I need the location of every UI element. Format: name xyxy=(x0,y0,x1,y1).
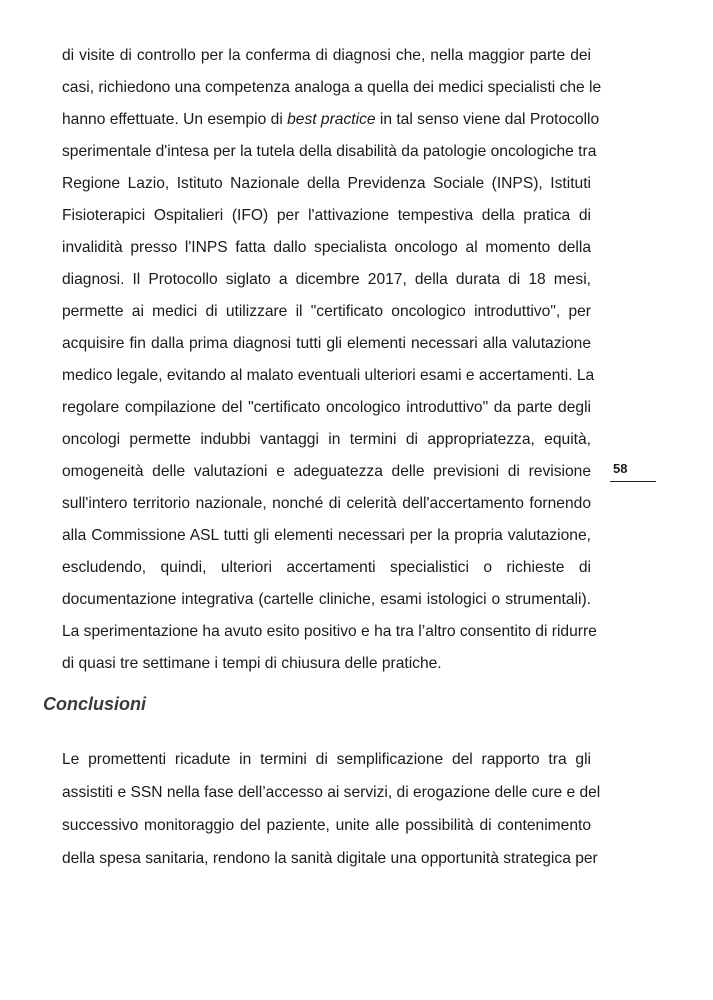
text-line: diagnosi. Il Protocollo siglato a dicembre 2017, della durata di 18 mesi, xyxy=(62,271,591,288)
text-segment: hanno effettuate. Un esempio di xyxy=(62,111,288,128)
text-line: Fisioterapici Ospitalieri (IFO) per l'attivazione tempestiva della pratica di xyxy=(62,207,591,224)
text-line: permette ai medici di utilizzare il "certificato oncologico introduttivo", per xyxy=(62,303,591,320)
text-line: Le promettenti ricadute in termini di semplificazione del rapporto tra gli xyxy=(62,751,591,768)
text-line: oncologi permette indubbi vantaggi in termini di appropriatezza, equità, xyxy=(62,431,591,448)
italic-term: best practice xyxy=(287,111,376,128)
page-number: 58 xyxy=(613,461,628,476)
text-line: invalidità presso l'INPS fatta dallo specialista oncologo al momento della xyxy=(62,239,591,256)
text-line: alla Commissione ASL tutti gli elementi necessari per la propria valutazione, xyxy=(62,527,591,544)
text-line: La sperimentazione ha avuto esito positivo e ha tra l’altro consentito di ridurre xyxy=(62,623,597,640)
text-line: di quasi tre settimane i tempi di chiusura delle pratiche. xyxy=(62,655,442,672)
text-line: omogeneità delle valutazioni e adeguatezza delle previsioni di revisione xyxy=(62,463,591,480)
text-line: della spesa sanitaria, rendono la sanità digitale una opportunità strategica per xyxy=(62,850,598,867)
text-line xyxy=(62,110,600,130)
text-line: acquisire fin dalla prima diagnosi tutti gli elementi necessari alla valutazione xyxy=(62,335,591,352)
text-line: casi, richiedono una competenza analoga a quella dei medici specialisti che le xyxy=(62,79,602,96)
text-line: Regione Lazio, Istituto Nazionale della Previdenza Sociale (INPS), Istituti xyxy=(62,175,591,192)
text-line: medico legale, evitando al malato eventuali ulteriori esami e accertamenti. La xyxy=(62,367,595,384)
text-line: sperimentale d'intesa per la tutela della disabilità da patologie oncologiche tra xyxy=(62,143,597,160)
text-line: escludendo, quindi, ulteriori accertamenti specialistici o richieste di xyxy=(62,559,591,576)
section-heading: Conclusioni xyxy=(43,694,146,714)
text-line: regolare compilazione del "certificato oncologico introduttivo" da parte degli xyxy=(62,399,591,416)
page-number-rule xyxy=(610,481,656,482)
text-line: sull'intero territorio nazionale, nonché di celerità dell'accertamento fornendo xyxy=(62,495,591,512)
text-line: successivo monitoraggio del paziente, unite alle possibilità di contenimento xyxy=(62,817,591,834)
text-segment: in tal senso viene dal Protocollo xyxy=(375,111,600,128)
text-line: assistiti e SSN nella fase dell’accesso ai servizi, di erogazione delle cure e del xyxy=(62,784,601,801)
text-line: di visite di controllo per la conferma di diagnosi che, nella maggior parte dei xyxy=(62,47,591,64)
text-line: documentazione integrativa (cartelle cliniche, esami istologici o strumentali). xyxy=(62,591,591,608)
